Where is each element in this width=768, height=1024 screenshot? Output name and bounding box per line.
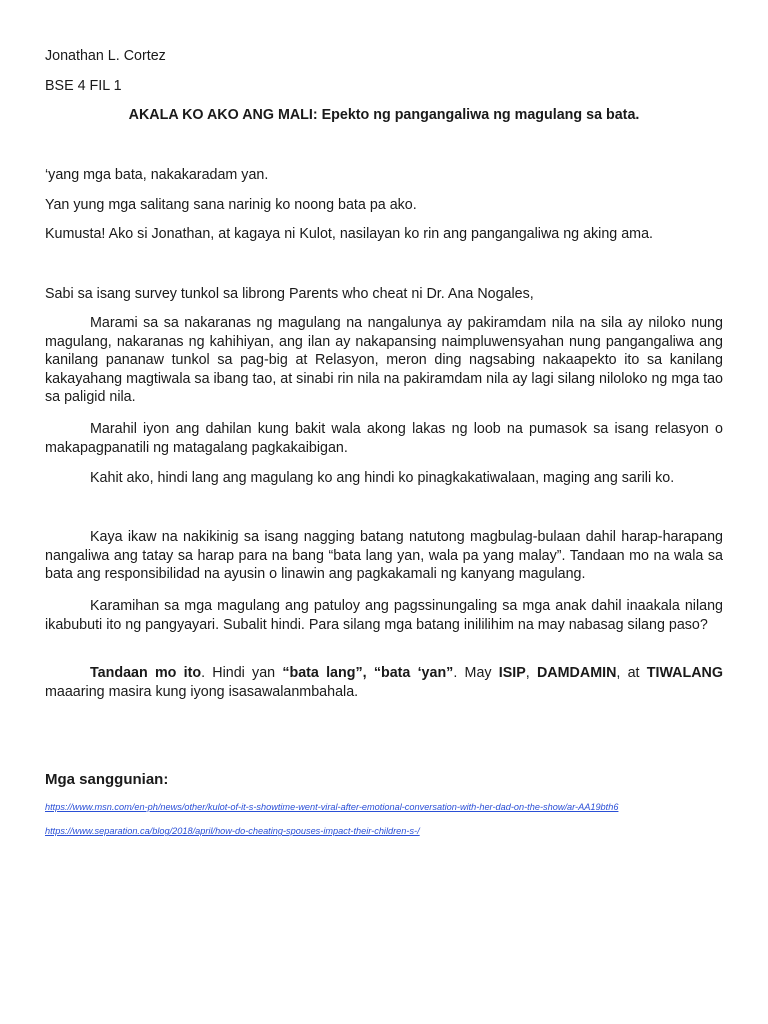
document-title: AKALA KO AKO ANG MALI: Epekto ng pangangaliwa ng magulang sa bata.	[128, 107, 640, 123]
reference-link-separation[interactable]: https://www.separation.ca/blog/2018/april/how-do-cheating-spouses-impact-their-children-s-/	[45, 826, 420, 836]
intro-line-2: Yan yung mga salitang sana narinig ko noong bata pa ako.	[45, 197, 417, 213]
word-damdamin: DAMDAMIN	[536, 665, 617, 681]
intro-line-1: ‘yang mga bata, nakakaradam yan.	[45, 167, 269, 183]
paragraph-survey-findings: Marami sa sa nakaranas ng magulang na nangalunya ay pakiramdam nila na sila ay niloko nung magulang, nakaranas ng kahihiyan, ang ilan ay nakapansing naimpluwensyahan nung pangangaliwa ang kanilang pananaw tunkol sa pag-big at Relasyon, meron ding nagsabing nakaapekto ito sa kanilang kakayahang magtiwala sa ibang tao, at sinabi rin nila na pakiramdam nila ay lagi silang niloloko ng mga tao sa paligid nila.	[45, 315, 723, 406]
class-section: BSE 4 FIL 1	[45, 78, 122, 94]
reference-link-msn[interactable]: https://www.msn.com/en-ph/news/other/kulot-of-it-s-showtime-went-viral-after-emotional-conversation-with-her-dad-on-the-show/ar-AA19bth6	[45, 802, 619, 812]
word-tiwalang: TIWALANG	[646, 665, 723, 681]
quoted-phrases: “bata lang”, “bata ‘yan”	[282, 665, 454, 681]
paragraph-reminder: Tandaan mo ito. Hindi yan “bata lang”, “bata ‘yan”. May ISIP, DAMDAMIN, at TIWALANG maaaring masira kung iyong isasawalanmbahala.	[45, 665, 723, 700]
author-name: Jonathan L. Cortez	[45, 48, 166, 64]
paragraph-parents-lying: Karamihan sa mga magulang ang patuloy ang pagssinungaling sa mga anak dahil inaakala nilang ikabubuti ito ng pangyayari. Subalit hindi. Para silang mga batang inililihim na may nabasag silang paso?	[45, 598, 723, 633]
paragraph-self-trust: Kahit ako, hindi lang ang magulang ko ang hindi ko pinagkakatiwalaan, maging ang sarili ko.	[90, 470, 675, 486]
word-isip: ISIP	[498, 665, 526, 681]
paragraph-listener: Kaya ikaw na nakikinig sa isang nagging batang natutong magbulag-bulaan dahil harap-harapang nangaliwa ang tatay sa harap para na bang “bata lang yan, wala pa yang malay”. Tandaan mo na wala sa bata ang responsibilidad na ayusin o linawin ang pagkakamali ng kanyang magulang.	[45, 529, 723, 583]
survey-intro: Sabi sa isang survey tunkol sa librong Parents who cheat ni Dr. Ana Nogales,	[45, 286, 534, 302]
references-heading: Mga sanggunian:	[45, 771, 169, 788]
intro-line-3: Kumusta! Ako si Jonathan, at kagaya ni Kulot, nasilayan ko rin ang pangangaliwa ng aking ama.	[45, 226, 654, 242]
reminder-lead: Tandaan mo ito	[90, 665, 202, 681]
paragraph-reason: Marahil iyon ang dahilan kung bakit wala akong lakas ng loob na pumasok sa isang relasyon o makapagpanatili ng matagalang pagkakaibigan.	[45, 421, 723, 456]
